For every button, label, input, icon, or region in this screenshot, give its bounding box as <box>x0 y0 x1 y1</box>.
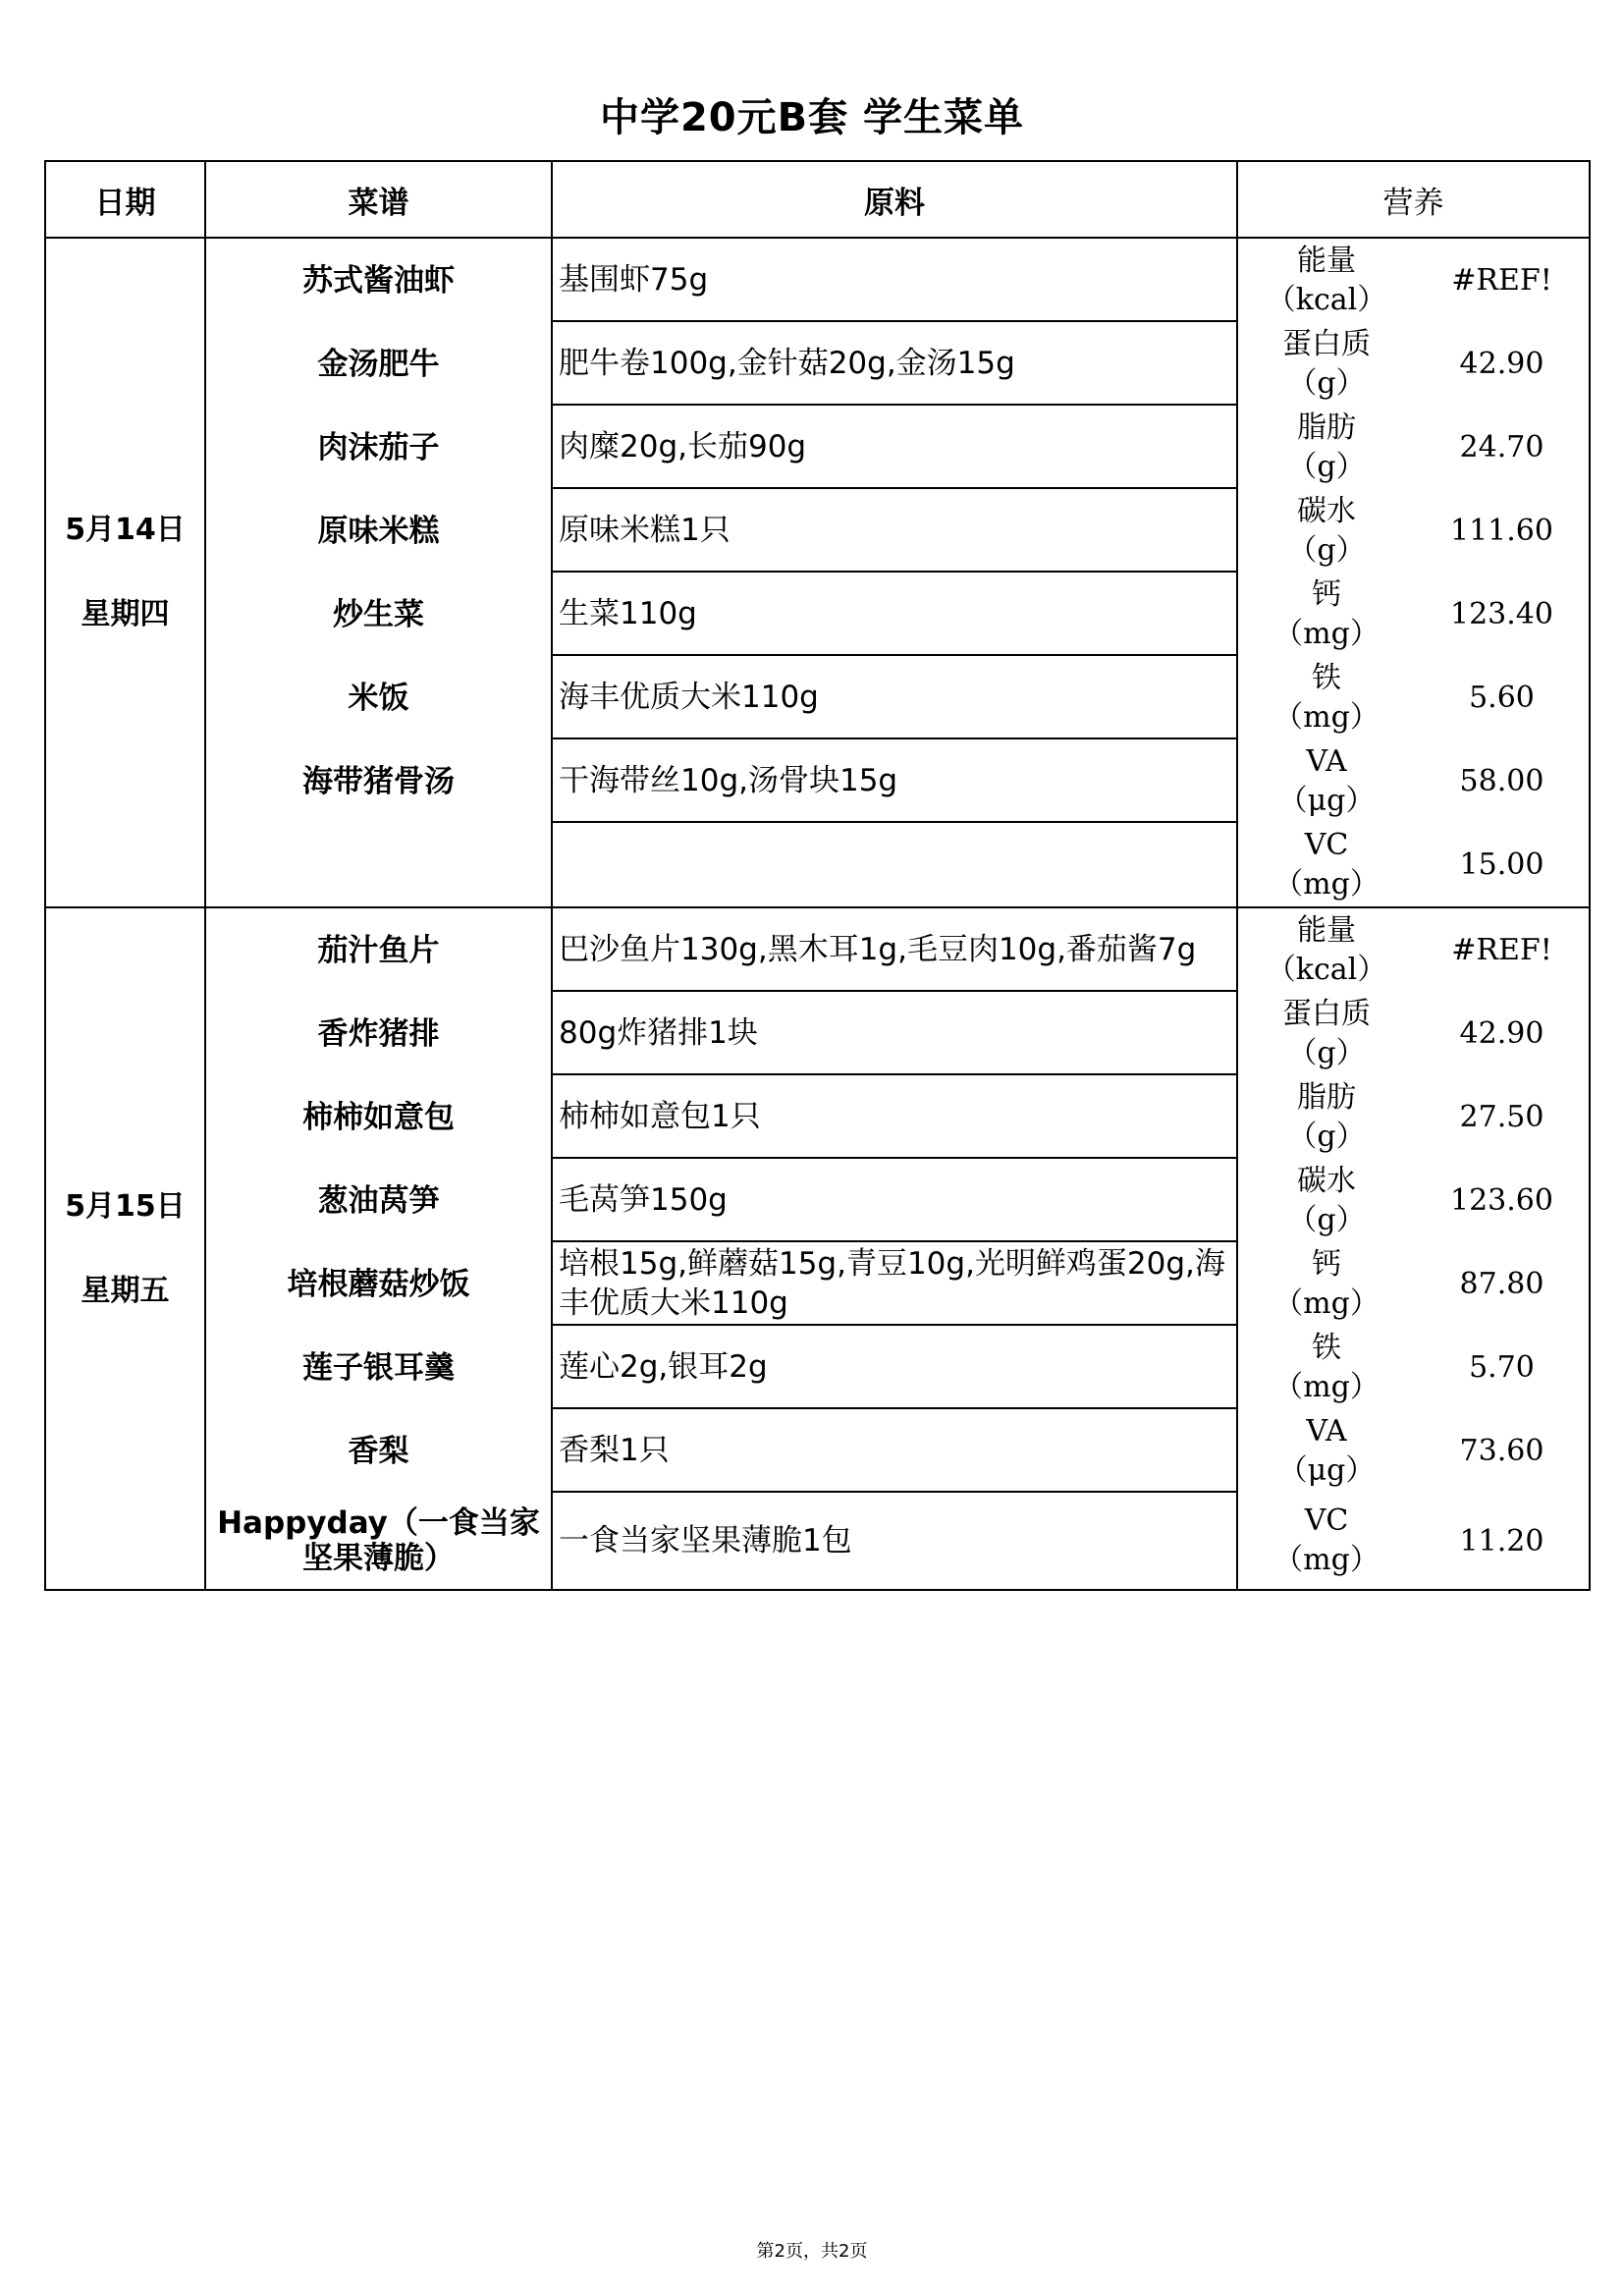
nutrient-unit: （mg） <box>1273 1285 1380 1321</box>
day-row <box>45 907 1590 1590</box>
dish-item: 原味米糕 <box>317 513 440 549</box>
day-row <box>45 238 1590 907</box>
dish-item <box>206 823 551 906</box>
dish-item: 肉沫茄子 <box>317 429 440 465</box>
nutrition-list <box>1237 907 1590 1590</box>
nutrient-value: 73.60 <box>1459 1434 1544 1468</box>
nutrient-unit: （mg） <box>1273 866 1380 902</box>
nutrient-value: 87.80 <box>1459 1267 1544 1301</box>
dish-item: 米饭 <box>348 680 409 716</box>
ingredient-item: 柿柿如意包1只 <box>553 1075 1236 1159</box>
dish-item: 炒生菜 <box>333 596 424 632</box>
nutrient-value: #REF! <box>1451 933 1552 967</box>
nutrient-name: VA <box>1306 1413 1347 1449</box>
dish-item: 茄汁鱼片 <box>317 932 440 968</box>
ingredient-item <box>553 823 1236 906</box>
dish-item: 莲子银耳羹 <box>302 1349 455 1386</box>
header-date: 日期 <box>45 161 205 238</box>
nutrient-name: VC <box>1304 827 1349 862</box>
nutrient-value: 123.40 <box>1450 597 1553 631</box>
nutrient-value: 123.60 <box>1450 1183 1553 1218</box>
nutrition-list <box>1237 238 1590 907</box>
nutrient-value: 42.90 <box>1459 347 1544 381</box>
nutrient-name: 钙 <box>1312 576 1341 612</box>
ingredient-list <box>552 238 1237 907</box>
nutrient-value: 11.20 <box>1459 1523 1544 1558</box>
nutrient-unit: （g） <box>1287 532 1366 568</box>
ingredient-item: 莲心2g,银耳2g <box>553 1326 1236 1409</box>
dish-item: 苏式酱油虾 <box>302 262 455 299</box>
ingredient-item: 肉糜20g,长茄90g <box>553 406 1236 489</box>
nutrient-name: 脂肪 <box>1297 1079 1356 1115</box>
nutrition-item <box>1238 239 1589 322</box>
nutrient-value: 27.50 <box>1459 1100 1544 1134</box>
nutrient-unit: （g） <box>1287 365 1366 401</box>
nutrition-item <box>1238 406 1589 489</box>
page-title: 中学20元B套 学生菜单 <box>599 95 1025 140</box>
nutrient-unit: （g） <box>1287 1035 1366 1070</box>
nutrition-item <box>1238 489 1589 573</box>
nutrient-name: 碳水 <box>1297 493 1356 528</box>
nutrient-value: 5.70 <box>1469 1350 1535 1385</box>
nutrient-unit: （mg） <box>1273 616 1380 651</box>
nutrient-name: 脂肪 <box>1297 410 1356 445</box>
nutrition-item <box>1238 656 1589 739</box>
dish-item: 香梨 <box>348 1433 409 1469</box>
nutrition-item <box>1238 1409 1589 1493</box>
nutrient-name: 能量 <box>1297 243 1356 278</box>
nutrient-name: VA <box>1306 743 1347 779</box>
nutrient-name: 蛋白质 <box>1282 996 1371 1031</box>
day-weekday: 星期四 <box>81 597 170 631</box>
nutrient-value: 5.60 <box>1469 681 1535 715</box>
nutrition-item <box>1238 739 1589 823</box>
dish-item: Happyday（一食当家坚果薄脆） <box>217 1505 540 1576</box>
nutrient-unit: （mg） <box>1273 699 1380 735</box>
nutrition-item <box>1238 573 1589 656</box>
nutrient-value: 58.00 <box>1459 764 1544 798</box>
nutrient-unit: （g） <box>1287 449 1366 484</box>
ingredient-item: 培根15g,鲜蘑菇15g,青豆10g,光明鲜鸡蛋20g,海丰优质大米110g <box>553 1242 1236 1326</box>
ingredient-item: 毛莴笋150g <box>553 1159 1236 1242</box>
nutrient-value: 42.90 <box>1459 1016 1544 1051</box>
nutrition-item <box>1238 823 1589 906</box>
ingredient-item: 干海带丝10g,汤骨块15g <box>553 739 1236 823</box>
ingredient-item: 香梨1只 <box>553 1409 1236 1493</box>
nutrient-value: #REF! <box>1451 263 1552 298</box>
header-ingredients: 原料 <box>552 161 1237 238</box>
nutrition-item <box>1238 992 1589 1075</box>
nutrition-item <box>1238 908 1589 992</box>
header-nutrition: 营养 <box>1237 161 1590 238</box>
nutrient-unit: （g） <box>1287 1202 1366 1237</box>
dish-item: 培根蘑菇炒饭 <box>287 1266 470 1302</box>
nutrient-value: 111.60 <box>1450 514 1553 548</box>
ingredient-item: 肥牛卷100g,金针菇20g,金汤15g <box>553 322 1236 406</box>
day-date: 5月14日 <box>65 513 186 547</box>
nutrient-value: 15.00 <box>1459 847 1544 882</box>
nutrient-name: 蛋白质 <box>1282 326 1371 361</box>
nutrition-item <box>1238 1159 1589 1242</box>
nutrition-item <box>1238 1242 1589 1326</box>
dish-item: 香炸猪排 <box>317 1015 440 1052</box>
nutrient-name: 能量 <box>1297 912 1356 948</box>
day-date-cell <box>45 238 205 907</box>
nutrient-unit: （kcal） <box>1266 282 1387 317</box>
dish-list <box>205 907 552 1590</box>
header-row <box>45 161 1590 238</box>
ingredient-item: 海丰优质大米110g <box>553 656 1236 739</box>
header-dish: 菜谱 <box>205 161 552 238</box>
ingredient-list <box>552 907 1237 1590</box>
nutrient-name: 碳水 <box>1297 1163 1356 1198</box>
ingredient-item: 基围虾75g <box>553 239 1236 322</box>
nutrient-name: VC <box>1304 1503 1349 1538</box>
nutrient-unit: （mg） <box>1273 1369 1380 1404</box>
nutrient-name: 铁 <box>1312 1330 1341 1365</box>
ingredient-item: 巴沙鱼片130g,黑木耳1g,毛豆肉10g,番茄酱7g <box>553 908 1236 992</box>
ingredient-item: 一食当家坚果薄脆1包 <box>559 1523 852 1558</box>
ingredient-item: 原味米糕1只 <box>553 489 1236 573</box>
dish-item: 金汤肥牛 <box>317 346 440 382</box>
nutrient-unit: （kcal） <box>1266 952 1387 987</box>
menu-table <box>44 160 1591 1591</box>
nutrition-item <box>1238 1493 1589 1589</box>
dish-item: 葱油莴笋 <box>317 1182 440 1219</box>
day-date: 5月15日 <box>65 1188 186 1224</box>
page-footer: 第2页，共2页 <box>756 2241 868 2262</box>
nutrient-unit: （μg） <box>1277 783 1376 818</box>
dish-list <box>205 238 552 907</box>
nutrient-unit: （g） <box>1287 1119 1366 1154</box>
dish-item: 海带猪骨汤 <box>302 763 455 799</box>
nutrient-unit: （μg） <box>1277 1452 1376 1488</box>
nutrition-item <box>1238 322 1589 406</box>
nutrition-item <box>1238 1326 1589 1409</box>
day-date-cell <box>45 907 205 1590</box>
dish-item: 柿柿如意包 <box>302 1099 455 1135</box>
nutrient-value: 24.70 <box>1459 430 1544 465</box>
ingredient-item: 80g炸猪排1块 <box>553 992 1236 1075</box>
nutrient-name: 钙 <box>1312 1246 1341 1282</box>
nutrient-name: 铁 <box>1312 660 1341 695</box>
nutrition-item <box>1238 1075 1589 1159</box>
day-weekday: 星期五 <box>81 1273 170 1308</box>
ingredient-item: 生菜110g <box>553 573 1236 656</box>
nutrient-unit: （mg） <box>1273 1543 1380 1577</box>
